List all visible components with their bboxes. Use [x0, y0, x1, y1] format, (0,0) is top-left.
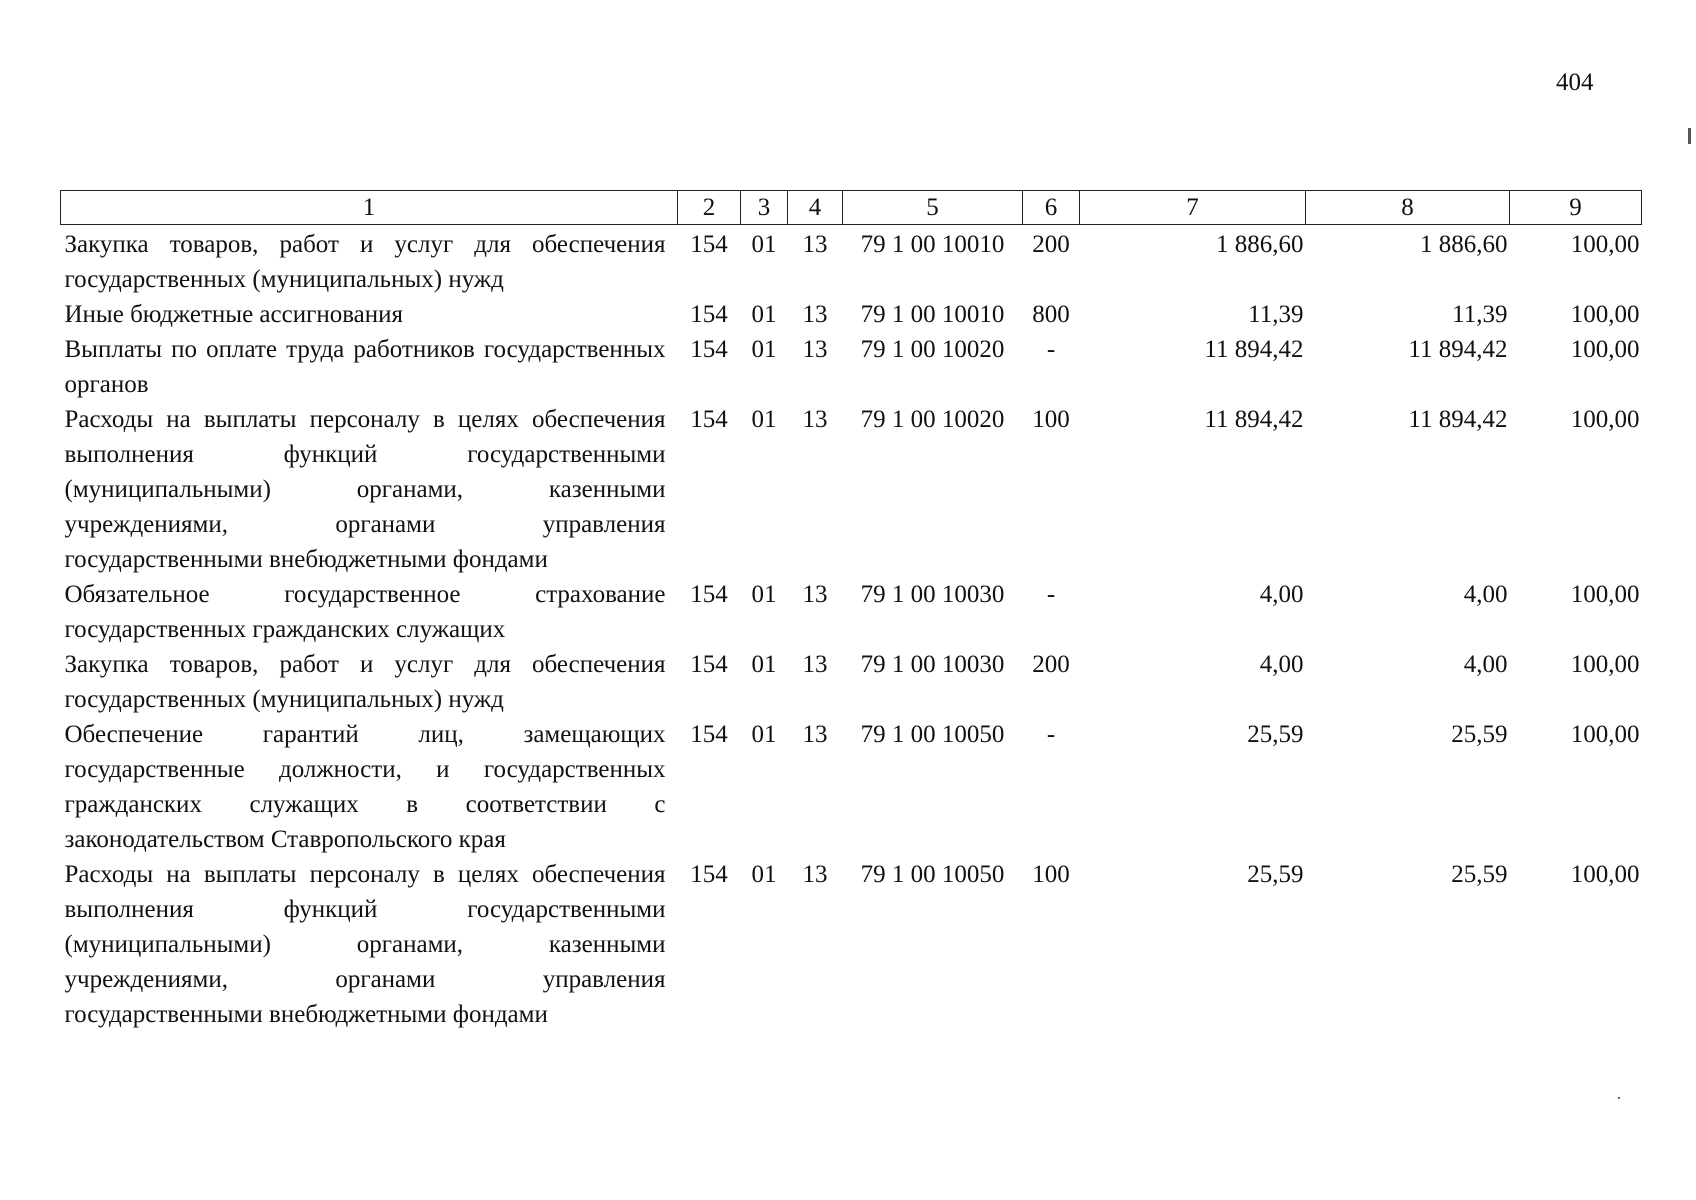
row-name: Закупка товаров, работ и услуг для обеспечения государственных (муниципальных) нужд [64, 231, 666, 293]
header-col-5: 5 [843, 191, 1023, 225]
row-ved: 154 [690, 651, 728, 678]
row-vr: 200 [1032, 651, 1070, 678]
row-rz: 01 [751, 301, 777, 328]
row-plan: 11 894,42 [1204, 406, 1304, 433]
row-name: Обязательное государственное страхование государственных гражданских служащих [64, 581, 666, 643]
scan-dot-mark [1618, 1097, 1620, 1099]
row-ved: 154 [690, 861, 728, 888]
row-percent: 100,00 [1570, 301, 1640, 328]
row-pr: 13 [802, 721, 828, 748]
row-pr: 13 [802, 581, 828, 608]
row-vr: - [1046, 336, 1056, 363]
row-pr: 13 [802, 861, 828, 888]
row-percent: 100,00 [1570, 651, 1640, 678]
table-row [61, 297, 1642, 332]
table-row [61, 857, 1642, 1032]
row-vr: - [1046, 581, 1056, 608]
row-fact: 1 886,60 [1420, 231, 1508, 258]
row-ved: 154 [690, 581, 728, 608]
row-plan: 25,59 [1247, 721, 1304, 748]
table-row [61, 717, 1642, 857]
row-csr: 79 1 00 10010 [860, 301, 1005, 328]
row-name: Обеспечение гарантий лиц, замещающих государственные должности, и государственных гражданских служащих в соответствии с законодательством Ставропольского края [64, 721, 666, 853]
row-csr: 79 1 00 10020 [860, 336, 1005, 363]
row-csr: 79 1 00 10030 [860, 581, 1005, 608]
row-plan: 11,39 [1248, 301, 1304, 328]
row-pr: 13 [802, 406, 828, 433]
row-vr: 200 [1032, 231, 1070, 258]
row-csr: 79 1 00 10010 [860, 231, 1005, 258]
row-rz: 01 [751, 721, 777, 748]
row-plan: 25,59 [1247, 861, 1304, 888]
row-pr: 13 [802, 651, 828, 678]
row-rz: 01 [751, 651, 777, 678]
row-pr: 13 [802, 301, 828, 328]
table-row [61, 577, 1642, 647]
table-row [61, 647, 1642, 717]
table-row [61, 225, 1642, 298]
row-plan: 1 886,60 [1216, 231, 1304, 258]
row-percent: 100,00 [1570, 231, 1640, 258]
row-csr: 79 1 00 10050 [860, 721, 1005, 748]
row-name: Закупка товаров, работ и услуг для обеспечения государственных (муниципальных) нужд [64, 651, 666, 713]
row-ved: 154 [690, 721, 728, 748]
row-rz: 01 [751, 336, 777, 363]
row-name: Иные бюджетные ассигнования [64, 301, 404, 328]
header-col-4: 4 [788, 191, 843, 225]
row-csr: 79 1 00 10020 [860, 406, 1005, 433]
row-fact: 11 894,42 [1408, 406, 1508, 433]
row-plan: 4,00 [1259, 581, 1304, 608]
row-percent: 100,00 [1570, 406, 1640, 433]
row-name: Расходы на выплаты персоналу в целях обеспечения выполнения функций государственными (муниципальными) органами, казенными учреждениями, органами управления государственными внебюджетными фондами [64, 406, 666, 573]
row-ved: 154 [690, 301, 728, 328]
budget-table [60, 190, 1642, 1032]
header-row [61, 191, 1642, 225]
header-col-6: 6 [1023, 191, 1080, 225]
table-body [61, 225, 1642, 1033]
header-col-8: 8 [1306, 191, 1510, 225]
row-name: Выплаты по оплате труда работников государственных органов [64, 336, 666, 398]
table-header [61, 191, 1642, 225]
row-name: Расходы на выплаты персоналу в целях обеспечения выполнения функций государственными (муниципальными) органами, казенными учреждениями, органами управления государственными внебюджетными фондами [64, 861, 666, 1028]
row-ved: 154 [690, 406, 728, 433]
row-fact: 25,59 [1451, 721, 1508, 748]
row-rz: 01 [751, 406, 777, 433]
row-csr: 79 1 00 10050 [860, 861, 1005, 888]
row-percent: 100,00 [1570, 581, 1640, 608]
header-col-9: 9 [1510, 191, 1642, 225]
row-vr: - [1046, 721, 1056, 748]
row-rz: 01 [751, 581, 777, 608]
row-plan: 4,00 [1259, 651, 1304, 678]
row-fact: 11 894,42 [1408, 336, 1508, 363]
row-fact: 4,00 [1463, 581, 1508, 608]
row-percent: 100,00 [1570, 336, 1640, 363]
row-rz: 01 [751, 861, 777, 888]
header-col-7: 7 [1080, 191, 1306, 225]
scan-edge-mark [1688, 128, 1691, 144]
row-pr: 13 [802, 231, 828, 258]
row-percent: 100,00 [1570, 721, 1640, 748]
row-ved: 154 [690, 231, 728, 258]
table-row [61, 332, 1642, 402]
row-plan: 11 894,42 [1204, 336, 1304, 363]
row-percent: 100,00 [1570, 861, 1640, 888]
header-col-1: 1 [61, 191, 678, 225]
row-vr: 100 [1032, 406, 1070, 433]
table-row [61, 402, 1642, 577]
header-col-2: 2 [678, 191, 741, 225]
row-fact: 25,59 [1451, 861, 1508, 888]
row-fact: 4,00 [1463, 651, 1508, 678]
page-number: 404 [1556, 69, 1594, 96]
header-col-3: 3 [741, 191, 788, 225]
row-fact: 11,39 [1452, 301, 1508, 328]
row-ved: 154 [690, 336, 728, 363]
row-rz: 01 [751, 231, 777, 258]
row-vr: 800 [1032, 301, 1070, 328]
row-vr: 100 [1032, 861, 1070, 888]
row-pr: 13 [802, 336, 828, 363]
row-csr: 79 1 00 10030 [860, 651, 1005, 678]
